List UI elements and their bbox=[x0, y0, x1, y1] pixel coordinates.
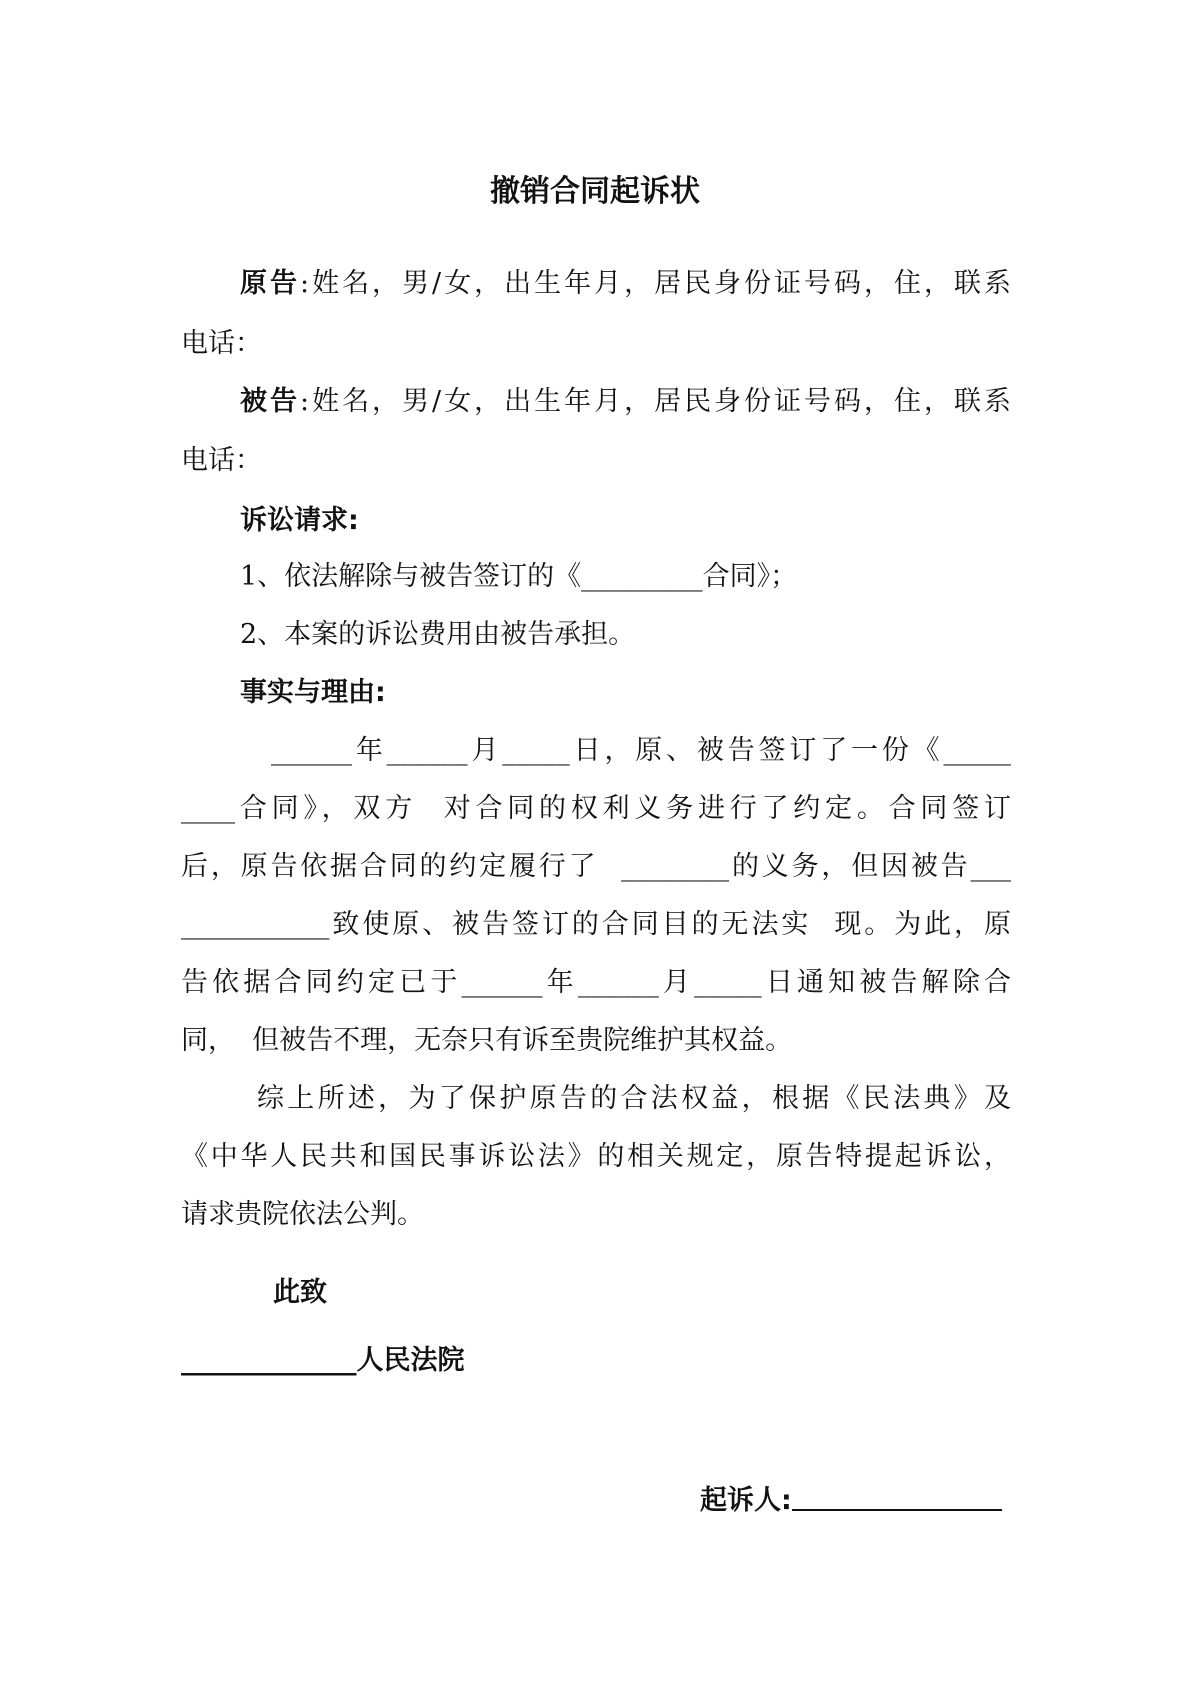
signer-line bbox=[700, 1470, 1013, 1532]
defendant-line-2: 电话： bbox=[181, 445, 262, 476]
court-suffix: 人民法院 bbox=[356, 1345, 465, 1376]
plaintiff-info: :姓名，男/女，出生年月，居民身份证号码，住，联系 bbox=[299, 268, 1011, 299]
claims-heading: 诉讼请求: bbox=[240, 505, 359, 536]
defendant-line-1 bbox=[181, 371, 1011, 433]
facts-line-2: ____合同》，双方 对合同的权利义务进行了约定。合同签订 bbox=[181, 793, 1011, 824]
summary-line-3: 请求贵院依法公判。 bbox=[181, 1199, 424, 1230]
summary-line-2: 《中华人民共和国民事诉讼法》的相关规定，原告特提起诉讼， bbox=[181, 1141, 1011, 1172]
facts-line-1: ______年______月_____日，原、被告签订了一份《_____ bbox=[271, 735, 1011, 766]
salutation: 此致 bbox=[273, 1277, 327, 1308]
claim-item-1: 1、依法解除与被告签订的《_________合同》； bbox=[240, 561, 798, 592]
signer-label: 起诉人: bbox=[700, 1485, 792, 1516]
court-blank: _____________ bbox=[181, 1345, 357, 1376]
plaintiff-line-1 bbox=[181, 253, 1011, 315]
claim-item-2: 2、本案的诉讼费用由被告承担。 bbox=[240, 619, 636, 650]
defendant-label: 被告 bbox=[240, 386, 300, 417]
facts-heading: 事实与理由: bbox=[240, 677, 386, 708]
defendant-info: :姓名，男/女，出生年月，居民身份证号码，住，联系 bbox=[299, 386, 1011, 417]
signer-blank bbox=[792, 1473, 1002, 1511]
facts-line-3: 后，原告依据合同的约定履行了 ________的义务，但因被告___ bbox=[181, 851, 1011, 882]
facts-line-6: 同， 但被告不理，无奈只有诉至贵院维护其权益。 bbox=[181, 1025, 793, 1056]
summary-line-1: 综上所述，为了保护原告的合法权益，根据《民法典》及 bbox=[257, 1083, 1011, 1114]
plaintiff-label: 原告 bbox=[240, 268, 300, 299]
court-line bbox=[181, 1330, 1011, 1392]
plaintiff-line-2: 电话： bbox=[181, 328, 262, 359]
facts-line-4: ___________致使原、被告签订的合同目的无法实 现。为此，原 bbox=[181, 909, 1011, 940]
facts-line-5: 告依据合同约定已于______年______月_____日通知被告解除合 bbox=[181, 967, 1011, 998]
document-title: 撤销合同起诉状 bbox=[490, 174, 700, 209]
